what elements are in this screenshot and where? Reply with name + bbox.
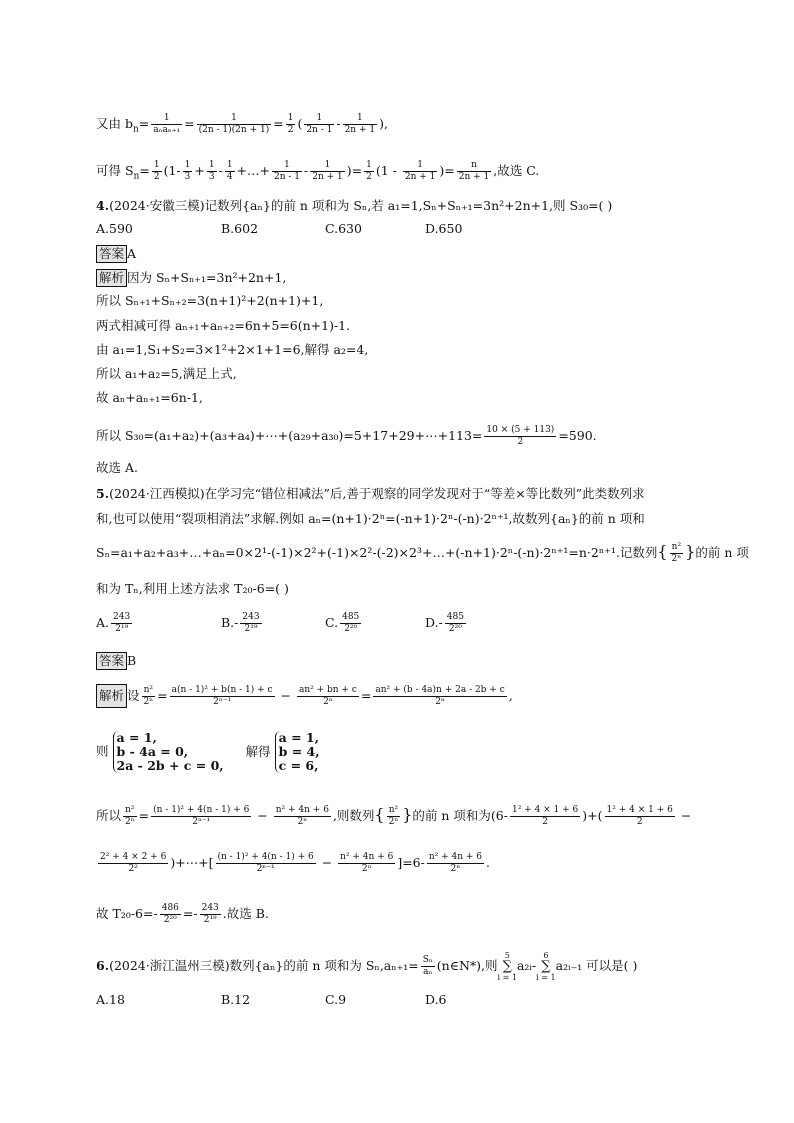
fraction: $\frac{1}{2}$ [287, 113, 294, 135]
q5-option-a: A. $\frac{243}{\text{2¹⁹}}$ [96, 612, 131, 634]
formula-line-b: 又由 $b_n=$ $\frac{1}{\text{aₙaₙ₊₁}}$ = $\frac{1}{(2n - 1)(2n + 1)}$ = $\frac{1}{2}$ ( $\frac{1}{2n - 1}$ - $\frac{1}{2n + 1}$ ), [96, 113, 388, 135]
q4-analysis-2: 所以 Sₙ₊₁+Sₙ₊₂=3(n+1)²+2(n+1)+1, [96, 293, 324, 308]
q5-system: 则 a = 1, b - 4a = 0, 2a - 2b + c = 0, 解得 a = 1, b = 4, c = 6, [96, 730, 320, 773]
q4-option-c: C.630 [325, 221, 362, 236]
analysis-tag: 解析 [96, 684, 127, 708]
q5-analysis-1: 解析 设 $\frac{\text{n²}}{\text{2ⁿ}}$ = $\frac{\text{a(n - 1)² + b(n - 1) + c}}{\text{2ⁿ⁻¹}}$ − $\frac{\text{an² + bn + c}}{\text{2ⁿ}}$ = $\frac{\text{an² + (b - 4a)n + 2a - 2b + c}}{\text{2ⁿ}}$ , [96, 684, 513, 708]
q5-answer: 答案 B [96, 652, 136, 670]
q4-answer: 答案 A [96, 245, 136, 263]
analysis-tag: 解析 [96, 269, 127, 287]
equation-system-1: a = 1, b - 4a = 0, 2a - 2b + c = 0, [113, 731, 224, 773]
fraction: $\frac{1}{2n + 1}$ [344, 113, 376, 135]
q4-analysis-5: 所以 a₁+a₂=5,满足上式, [96, 366, 237, 381]
q4-analysis-4: 由 a₁=1,S₁+S₂=3×1²+2×1+1=6,解得 a₂=4, [96, 342, 369, 357]
q6-option-d: D.6 [425, 992, 447, 1007]
q5-analysis-2: 所以 $\frac{\text{n²}}{\text{2ⁿ}}$ = $\frac{\text{(n - 1)² + 4(n - 1) + 6}}{\text{2ⁿ⁻¹}}$ − $\frac{\text{n² + 4n + 6}}{\text{2ⁿ}}$ ,则数列{ $\frac{\text{n²}}{\text{2ⁿ}}$ }的前 n 项和为(6- $\frac{\text{1² + 4 × 1 + 6}}{2}$ )+( $\frac{\text{1² + 4 × 1 + 6}}{2}$ − [96, 805, 692, 827]
q5-option-d: D.- $\frac{485}{\text{2²⁰}}$ [425, 612, 464, 634]
q5-option-c: C. $\frac{485}{\text{2²⁰}}$ [325, 612, 360, 634]
fraction: $\frac{1}{2n - 1}$ [306, 113, 333, 135]
question-5-stem-4: 和为 Tₙ,利用上述方法求 T₂₀-6=( ) [96, 581, 289, 596]
summation-1: 5 ∑ i = 1 [497, 951, 517, 982]
q5-analysis-3: $\frac{\text{2² + 4 × 2 + 6}}{\text{2²}}$ )+⋯+[ $\frac{\text{(n - 1)² + 4(n - 1) + 6}}{\text{2ⁿ⁻¹}}$ − $\frac{\text{n² + 4n + 6}}{\text{2ⁿ}}$ ]=6- $\frac{\text{n² + 4n + 6}}{\text{2ⁿ}}$ . [100, 852, 491, 874]
fraction: $\frac{1}{(2n - 1)(2n + 1)}$ [198, 113, 270, 135]
fraction: $\frac{10 \times (5 + 113)}{2}$ [486, 425, 555, 447]
q4-option-a: A.590 [96, 221, 133, 236]
q6-option-b: B.12 [221, 992, 251, 1007]
question-5-stem-3: Sₙ=a₁+a₂+a₃+…+aₙ=0×2¹-(-1)×2²+(-1)×2²-(-2)×2³+…+(-n+1)·2ⁿ-(-n)·2ⁿ⁺¹=n·2ⁿ⁺¹.记数列{ $\frac{\text{n²}}{\text{2ⁿ}}$ }的前 n 项 [96, 542, 749, 564]
q4-analysis-7: 所以 S₃₀=(a₁+a₂)+(a₃+a₄)+⋯+(a₂₉+a₃₀)=5+17+29+⋯+113= $\frac{10 \times (5 + 113)}{2}$ =590. [96, 425, 597, 447]
question-4-stem: 4.(2024·安徽三模)记数列{aₙ}的前 n 项和为 Sₙ,若 a₁=1,Sₙ+Sₙ₊₁=3n²+2n+1,则 S₃₀=( ) [96, 198, 613, 213]
q4-analysis-3: 两式相减可得 aₙ₊₁+aₙ₊₂=6n+5=6(n+1)-1. [96, 318, 351, 333]
q4-analysis-6: 故 aₙ+aₙ₊₁=6n-1, [96, 390, 203, 405]
q4-option-d: D.650 [425, 221, 463, 236]
q4-option-b: B.602 [221, 221, 259, 236]
q6-option-a: A.18 [96, 992, 125, 1007]
fraction: $\frac{n}{2n + 1}$ [458, 160, 490, 182]
summation-2: 6 ∑ i = 1 [536, 951, 556, 982]
question-5-stem-2: 和,也可以使用“裂项相消法”求解.例如 aₙ=(n+1)·2ⁿ=(-n+1)·2ⁿ-(-n)·2ⁿ⁺¹,故数列{aₙ}的前 n 项和 [96, 511, 645, 526]
equation-system-2: a = 1, b = 4, c = 6, [275, 731, 320, 773]
q6-option-c: C.9 [325, 992, 347, 1007]
fraction: $\frac{1}{\text{aₙaₙ₊₁}}$ [153, 113, 181, 135]
question-6-stem: 6.(2024·浙江温州三模)数列{aₙ}的前 n 项和为 Sₙ,aₙ₊₁= $\frac{\text{Sₙ}}{\text{aₙ}}$ (n∈N*),则 5 ∑ i = 1 a₂ᵢ- 6 ∑ i = 1 a₂ᵢ₋₁ 可以是( ) [96, 951, 638, 982]
answer-tag: 答案 [96, 245, 127, 263]
formula-line-s: 可得 $S_n=$ $\frac{1}{2}$ (1- $\frac{1}{3}$ + $\frac{1}{3}$ - $\frac{1}{4}$ +…+ $\frac{1}{2n - 1}$ - $\frac{1}{2n + 1}$ )= $\frac{1}{2}$ (1 - $\frac{1}{2n + 1}$ )= $\frac{n}{2n + 1}$ ,故选 C. [96, 160, 540, 182]
q4-analysis-1: 解析 因为 Sₙ+Sₙ₊₁=3n²+2n+1, [96, 269, 286, 287]
q4-analysis-8: 故选 A. [96, 460, 138, 475]
question-5-stem-1: 5.(2024·江西模拟)在学习完“错位相减法”后,善于观察的同学发现对于“等差×等比数列”此类数列求 [96, 486, 645, 501]
q5-analysis-4: 故 T₂₀-6=- $\frac{486}{\text{2²⁰}}$ =- $\frac{243}{\text{2¹⁹}}$ .故选 B. [96, 903, 269, 925]
answer-tag: 答案 [96, 652, 127, 670]
q5-option-b: B.- $\frac{243}{\text{2¹⁹}}$ [221, 612, 260, 634]
